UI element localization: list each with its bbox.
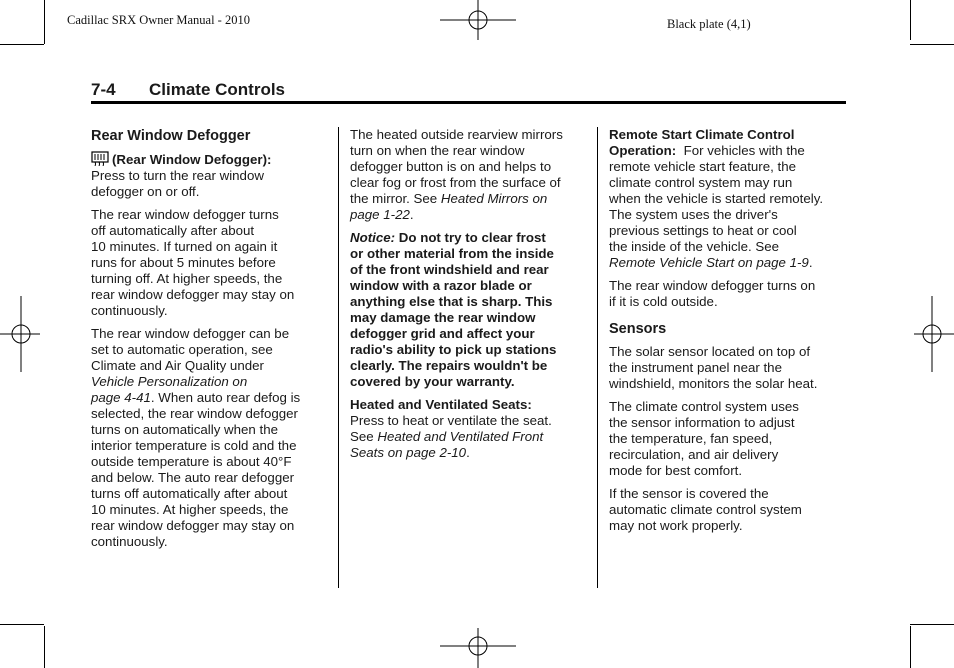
text-line: The rear window defogger turns [91, 207, 279, 222]
text-line: defogger on or off. [91, 184, 200, 199]
remote-start-heading: Remote Start Climate Control [609, 127, 795, 142]
text-line: defogger grid and affect your [350, 326, 535, 341]
text-line: outside temperature is about 40°F [91, 454, 292, 469]
text-line: clear fog or frost from the surface of [350, 175, 561, 190]
text-line: rear window defogger may stay on [91, 518, 295, 533]
auto-operation-paragraph [91, 326, 331, 550]
text-line: may damage the rear window [350, 310, 536, 325]
text-line: the temperature, fan speed, [609, 431, 773, 446]
text-line: Climate and Air Quality under [91, 358, 264, 373]
sensors-heading: Sensors [609, 321, 667, 337]
heated-seats-heading: Heated and Ventilated Seats: [350, 397, 532, 412]
text-line: windshield, monitors the solar heat. [609, 376, 818, 391]
text-line: mode for best comfort. [609, 463, 743, 478]
crop-mark-bl-h [0, 624, 44, 625]
remote-start-paragraph [609, 127, 849, 271]
section-number: 7-4 [91, 80, 116, 99]
text-line: the inside of the vehicle. See [609, 239, 780, 254]
text-line: rear window defogger may stay on [91, 287, 295, 302]
column-divider-1 [338, 127, 339, 588]
heated-seats-paragraph [350, 397, 590, 461]
rear-defogger-icon [91, 151, 109, 166]
crop-mark-br-v [910, 626, 911, 668]
text-line: 10 minutes. At higher speeds, the [91, 502, 289, 517]
cold-outside-paragraph [609, 278, 849, 310]
text-line: if it is cold outside. [609, 294, 718, 309]
text-line: remote vehicle start feature, the [609, 159, 796, 174]
text-line: Press to turn the rear window [91, 168, 264, 183]
text-line: Press to heat or ventilate the seat. [350, 413, 552, 428]
notice-paragraph [350, 230, 590, 390]
text-line: off automatically after about [91, 223, 255, 238]
registration-mark-left [0, 296, 40, 372]
text-line: runs for about 5 minutes before [91, 255, 276, 270]
text-line: The climate control system uses [609, 399, 799, 414]
text-line: . When auto rear defog is [150, 390, 301, 405]
text-line: The system uses the driver's [609, 207, 778, 222]
crop-mark-tl-h [0, 44, 44, 45]
text-line: automatic climate control system [609, 502, 802, 517]
text-line: . [466, 445, 470, 460]
sensor-info-paragraph [609, 399, 849, 479]
column-2 [350, 127, 590, 468]
text-line: For vehicles with the [676, 143, 805, 158]
text-line: The rear window defogger turns on [609, 278, 816, 293]
text-line: turn on when the rear window [350, 143, 525, 158]
text-line: . [409, 207, 414, 222]
text-line: recirculation, and air delivery [609, 447, 779, 462]
text-line: The heated outside rearview mirrors [350, 127, 563, 142]
manual-title: Cadillac SRX Owner Manual - 2010 [67, 13, 250, 27]
text-line: covered by your warranty. [350, 374, 515, 389]
text-line: continuously. [91, 303, 168, 318]
heated-mirrors-paragraph [350, 127, 590, 223]
section-title: Climate Controls [149, 80, 286, 99]
defogger-button-label: (Rear Window Defogger): [112, 152, 272, 167]
column-divider-2 [597, 127, 598, 588]
text-line: interior temperature is cold and the [91, 438, 297, 453]
text-line: turning off. At higher speeds, the [91, 271, 283, 286]
registration-mark-right [914, 296, 954, 372]
notice-label: Notice: [350, 230, 396, 245]
crop-mark-tr-h [910, 44, 954, 45]
registration-mark-top [440, 0, 516, 40]
text-line: clearly. The repairs wouldn't be [350, 358, 548, 373]
text-line: the mirror. See [350, 191, 441, 206]
text-line: previous settings to heat or cool [609, 223, 797, 238]
text-line: window with a razor blade or [350, 278, 532, 293]
text-line: the sensor information to adjust [609, 415, 795, 430]
page-reference-link[interactable]: page 4-41 [91, 390, 151, 405]
text-line: radio's ability to pick up stations [350, 342, 557, 357]
section-rule [91, 101, 846, 104]
text-line: See [350, 429, 378, 444]
sensor-covered-paragraph [609, 486, 849, 534]
text-line: Do not try to clear frost [395, 230, 546, 245]
text-line: the instrument panel near the [609, 360, 782, 375]
column-3 [609, 127, 849, 541]
page-reference-link[interactable]: Seats on page 2-10 [350, 445, 467, 460]
text-line: The solar sensor located on top of [609, 344, 811, 359]
page-reference-link[interactable]: page 1-22 [350, 207, 410, 222]
text-line: or other material from the inside [350, 246, 554, 261]
text-line: 10 minutes. If turned on again it [91, 239, 278, 254]
text-line: turns off automatically after about [91, 486, 288, 501]
text-line: anything else that is sharp. This [350, 294, 553, 309]
remote-start-heading-cont: Operation: [609, 143, 677, 158]
text-line: set to automatic operation, see [91, 342, 273, 357]
heated-seats-link[interactable]: Heated and Ventilated Front [377, 429, 544, 444]
rear-window-defogger-heading: Rear Window Defogger [91, 128, 251, 144]
text-line: of the front windshield and rear [350, 262, 549, 277]
registration-mark-bottom [440, 628, 516, 668]
crop-mark-bl-v [44, 626, 45, 668]
heated-mirrors-link[interactable]: Heated Mirrors on [440, 191, 548, 206]
plate-label: Black plate (4,1) [667, 17, 751, 31]
crop-mark-tl-v [44, 0, 45, 44]
text-line: and below. The auto rear defogger [91, 470, 295, 485]
column-1 [91, 127, 331, 557]
text-line: climate control system may run [609, 175, 793, 190]
text-line: turns on automatically when the [91, 422, 279, 437]
text-line: defogger button is on and helps to [350, 159, 552, 174]
text-line: selected, the rear window defogger [91, 406, 298, 421]
crop-mark-br-h [910, 624, 954, 625]
text-line: when the vehicle is started remotely. [609, 191, 824, 206]
solar-sensor-paragraph [609, 344, 849, 392]
text-line: continuously. [91, 534, 168, 549]
crop-mark-tr-v [910, 0, 911, 40]
text-line: may not work properly. [609, 518, 743, 533]
defogger-button-paragraph [91, 151, 331, 200]
text-line: . [808, 255, 813, 270]
text-line: The rear window defogger can be [91, 326, 290, 341]
vehicle-personalization-link[interactable]: Vehicle Personalization on [91, 374, 248, 389]
text-line: If the sensor is covered the [609, 486, 769, 501]
remote-vehicle-start-link[interactable]: Remote Vehicle Start on page 1-9 [609, 255, 809, 270]
auto-off-paragraph [91, 207, 331, 319]
